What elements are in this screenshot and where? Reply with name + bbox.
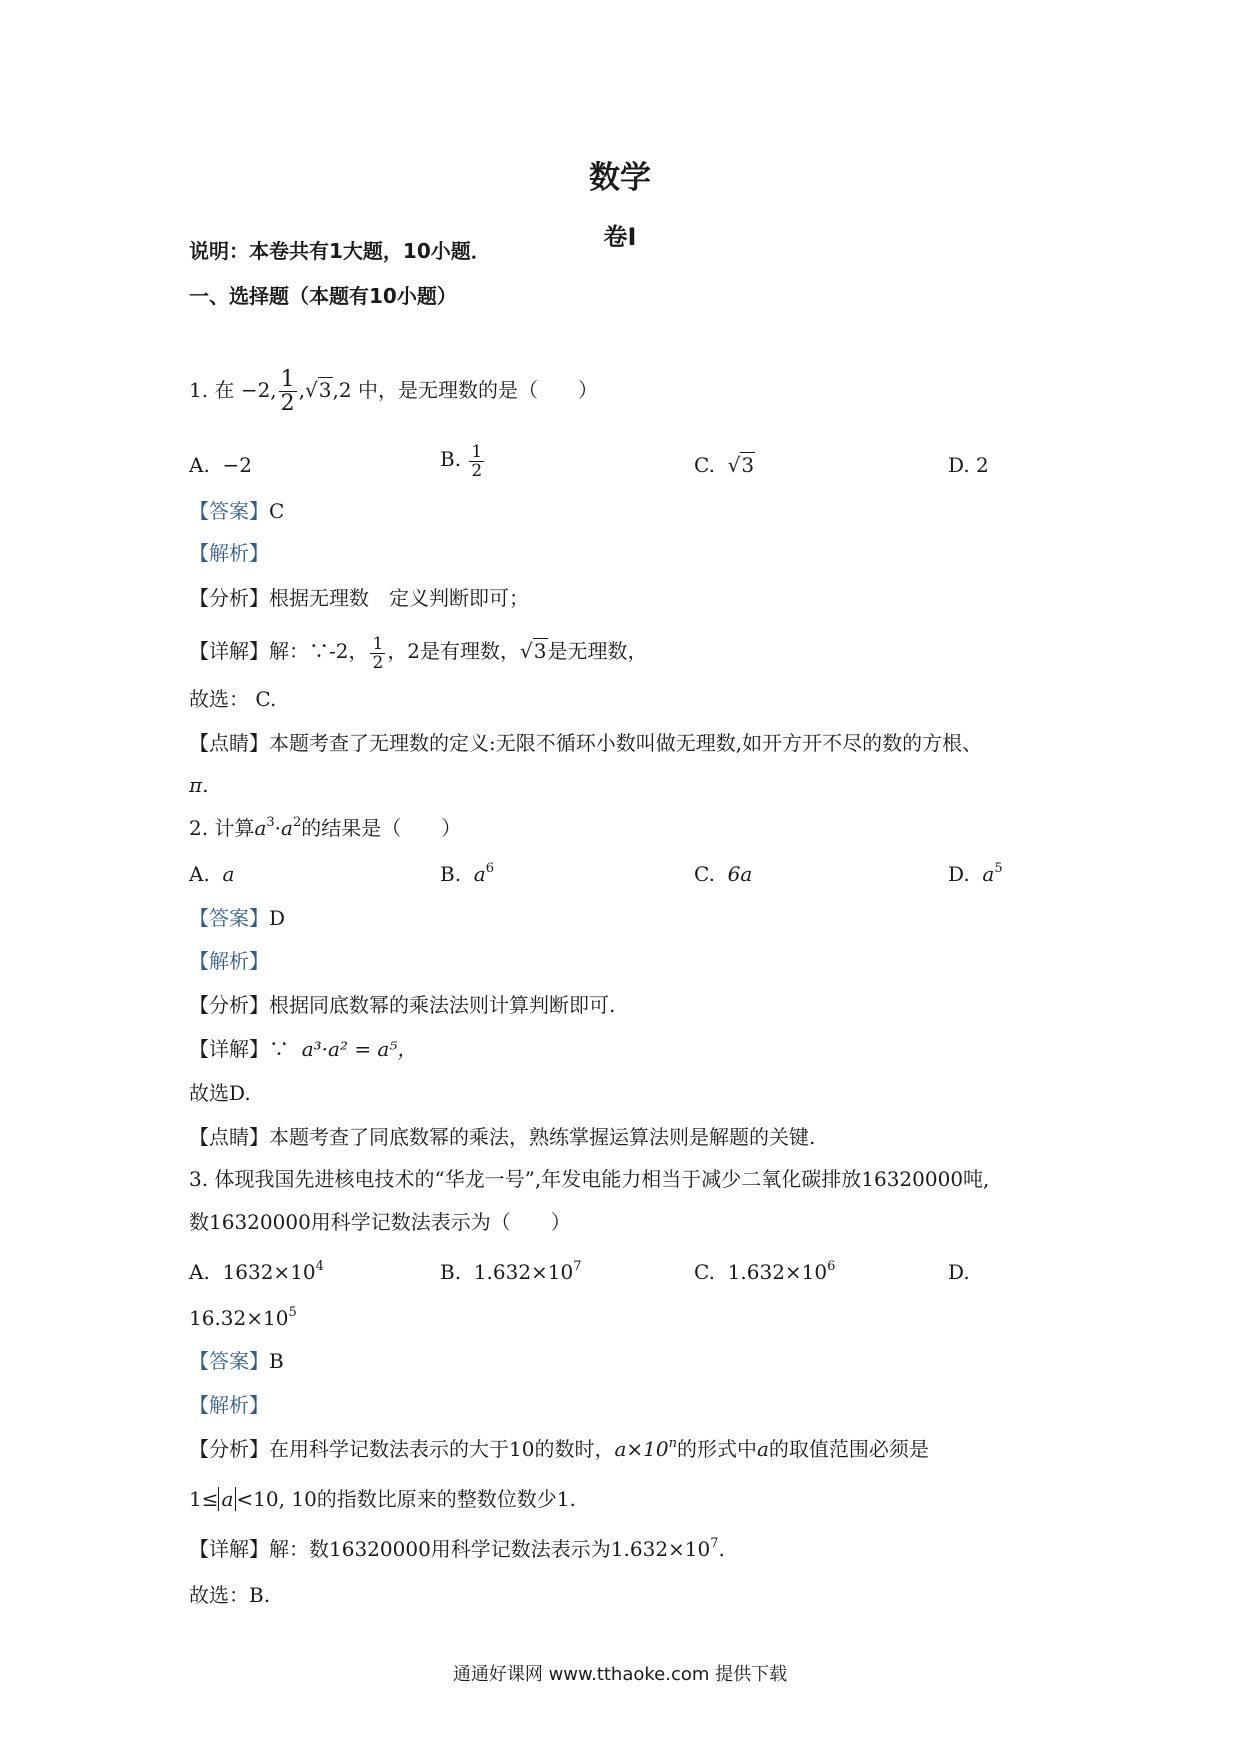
section-subtitle: 卷Ⅰ [603,223,637,251]
q3-analysis: 【分析】在用科学记数法表示的大于10的数时，$a\times 10^n$的形式中a的取值范围必须是 [189,1436,929,1461]
q2-analysis: 【分析】根据同底数幂的乘法法则计算判断即可. [189,993,616,1017]
q3-option-d-label: D. [948,1260,970,1284]
q2-conclusion: 故选D. [189,1081,251,1105]
q3-conclusion: 故选：B. [189,1583,271,1607]
q1-option-d: D. 2 [948,453,989,477]
q3-option-a: A. $1632\times 10^4$ [189,1259,324,1284]
q3-detail: 【详解】解：数16320000用科学记数法表示为$1.632\times 10^7$. [189,1536,725,1561]
q1-math-c: ,2 [332,378,352,402]
q2-option-a: A. a [189,862,235,886]
q3-answer: 【答案】B [189,1349,284,1373]
q1-math-fraction: $\frac{1}{2}$ [280,367,295,416]
q2-note: 【点睛】本题考查了同底数幂的乘法，熟练掌握运算法则是解题的关键. [189,1125,816,1149]
section-heading: 一、选择题（本题有10小题） [189,284,457,308]
page-title: 数学 [589,160,651,196]
q1-jiexi: 【解析】 [189,541,269,565]
q1-stem-tail: 中，是无理数的是（ ） [357,378,598,402]
exam-note: 说明：本卷共有1大题，10小题． [189,239,491,263]
question-1-stem [189,368,598,415]
q3-jiexi: 【解析】 [189,1393,269,1417]
q2-option-c: C. 6a [694,862,753,886]
q1-answer: 【答案】C [189,499,285,523]
q1-math-b: , [298,378,306,402]
q3-option-c: C. $1.632\times 10^6$ [694,1259,836,1284]
q1-option-b: B. $\frac{1}{2}$ [440,442,483,481]
q2-detail: 【详解】∵ a³·a² = a⁵， [189,1037,418,1061]
q2-answer: 【答案】D [189,906,286,930]
q1-note: 【点睛】本题考查了无理数的定义:无限不循环小数叫做无理数,如开方开不尽的数的方根、 [189,731,983,755]
q2-option-d: D. $a^5$ [948,861,1003,886]
q2-option-b: B. $a^6$ [440,861,494,886]
q1-detail: 【详解】解：∵-2， $\frac{1}{2}$ ，2是有理数，√3是无理数， [189,634,648,673]
q1-number: 1. 在 [189,378,235,402]
question-2-stem: 2. 计算$a^3\cdot a^2$的结果是（ ） [189,815,462,840]
q1-option-a: A. −2 [189,453,253,477]
page-footer: 通通好课网 www.tthaoke.com 提供下载 [452,1664,788,1685]
q1-math-a: −2, [240,378,277,402]
q1-analysis: 【分析】根据无理数 定义判断即可； [189,586,529,610]
q3-option-d: $16.32\times 10^5$ [189,1305,297,1330]
q1-note-cont: π. [189,773,209,797]
q1-option-c: C. √3 [694,453,755,477]
q1-conclusion: 故选： C. [189,687,277,711]
question-3-stem-line1: 3. 体现我国先进核电技术的“华龙一号”,年发电能力相当于减少二氧化碳排放16320000吨, [189,1167,990,1191]
q2-jiexi: 【解析】 [189,949,269,973]
q1-math-sqrt: √3 [305,378,332,402]
q3-option-b: B. $1.632\times 10^7$ [440,1259,582,1284]
question-3-stem-line2: 数16320000用科学记数法表示为（ ） [189,1210,571,1234]
q3-analysis-cont: 1≤ a <10, 10的指数比原来的整数位数少1. [189,1487,576,1511]
